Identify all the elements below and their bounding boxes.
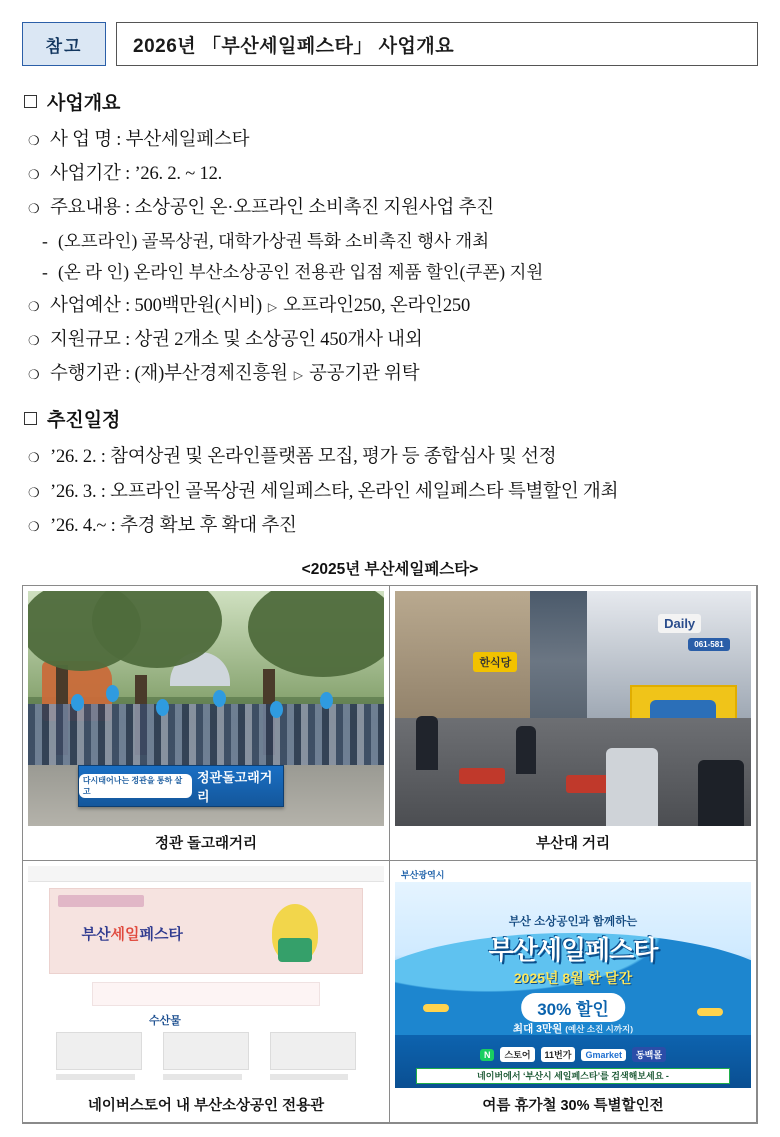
- reference-badge: 참고: [22, 22, 106, 66]
- list-item: [28, 509, 758, 543]
- market-table: [459, 768, 505, 784]
- product-thumb: [56, 1032, 141, 1070]
- section-heading-label: 추진일정: [47, 410, 121, 432]
- list-item-text: 사업예산 : 500백만원(시비): [50, 295, 262, 316]
- page-title: 2026년 「부산세일페스타」 사업개요: [116, 22, 758, 66]
- balloon: [213, 690, 226, 707]
- balloon: [106, 685, 119, 702]
- product-label: [270, 1074, 348, 1080]
- naver-logo: N: [480, 1049, 495, 1061]
- list-item: [28, 440, 758, 474]
- poster-summer-sale: [395, 866, 751, 1088]
- circle-bullet-icon: ❍: [28, 484, 40, 500]
- shop-sign: Daily: [658, 614, 701, 633]
- gallery-title: <2025년 부산세일페스타>: [301, 560, 479, 578]
- store-hero-banner: [49, 888, 362, 974]
- circle-bullet-icon: ❍: [28, 518, 40, 534]
- section-heading-schedule: [24, 405, 758, 432]
- circle-bullet-icon: ❍: [28, 367, 40, 383]
- gallery-cell: [389, 860, 757, 1123]
- photo-caption: 부산대 거리: [535, 835, 611, 852]
- balloon: [71, 694, 84, 711]
- product-thumb: [270, 1032, 355, 1070]
- list-item-text: ’26. 3. : 오프라인 골목상권 세일페스타, 온라인 세일페스타 특별할인 개최: [50, 481, 619, 502]
- list-item-text: 수행기관 : (재)부산경제진흥원: [50, 364, 288, 385]
- mascot-character: [272, 904, 318, 962]
- section-body-schedule: [28, 440, 758, 543]
- circle-bullet-icon: ❍: [28, 332, 40, 348]
- product-label: [163, 1074, 241, 1080]
- sub-list-item: [28, 226, 758, 258]
- photo-pusan-univ-street: [395, 591, 751, 826]
- list-item: [28, 357, 758, 391]
- browser-topbar: [28, 866, 384, 882]
- square-bullet-icon: [24, 95, 37, 108]
- dongbaek-mall-logo: 동백몰: [632, 1047, 666, 1062]
- person: [516, 726, 536, 774]
- poster-subtitle: 부산 소상공인과 함께하는: [508, 915, 638, 928]
- gallery-cell: [22, 860, 390, 1123]
- sub-list-item-text: (온 라 인) 온라인 부산소상공인 전용관 입점 제품 할인(쿠폰) 지원: [58, 262, 544, 283]
- surfboard: [697, 1008, 723, 1016]
- dash-bullet-icon: -: [42, 262, 48, 283]
- list-item: [28, 475, 758, 509]
- surfboard: [423, 1004, 449, 1012]
- hero-title-part2: 세일: [110, 925, 140, 943]
- list-item-text-secondary: 공공기관 위탁: [309, 364, 420, 385]
- circle-bullet-icon: ❍: [28, 201, 40, 217]
- list-item-text: 지원규모 : 상권 2개소 및 소상공인 450개사 내외: [50, 329, 423, 350]
- list-item: [28, 123, 758, 157]
- sub-list-item-text: (오프라인) 골목상권, 대학가상권 특화 소비촉진 행사 개최: [58, 230, 490, 251]
- triangle-marker-icon: ▷: [267, 299, 278, 314]
- poster-date: 2025년 8월 한 달간: [513, 970, 633, 987]
- category-label: 수산물: [149, 1014, 181, 1027]
- sub-list-item: [28, 257, 758, 289]
- list-item: [28, 289, 758, 323]
- list-item-text: ’26. 2. : 참여상권 및 온라인플랫폼 모집, 평가 등 종합심사 및 선정: [50, 447, 557, 468]
- circle-bullet-icon: ❍: [28, 133, 40, 148]
- photo-jeonggwan-dolphin-street: [28, 591, 384, 826]
- partner-logos: [409, 1046, 737, 1064]
- photo-caption: 여름 휴가철 30% 특별할인전: [482, 1097, 664, 1114]
- store-menu-bar: [92, 982, 320, 1006]
- city-logo-bar: [395, 866, 751, 882]
- product-thumb: [163, 1032, 248, 1070]
- screenshot-naver-store: [28, 866, 384, 1088]
- 11st-logo: 11번가: [541, 1047, 576, 1062]
- list-item: [28, 323, 758, 357]
- store-logo: [58, 895, 144, 907]
- photo-caption: 정관 돌고래거리: [154, 835, 258, 852]
- event-banner: [78, 765, 284, 807]
- person: [606, 748, 658, 826]
- banner-subtext: 다시태어나는 정관을 통하 살고: [79, 774, 192, 798]
- photo-caption: 네이버스토어 내 부산소상공인 전용관: [87, 1097, 325, 1114]
- document-header: [22, 22, 758, 66]
- gallery-cell: [22, 585, 390, 861]
- section-heading-overview: [24, 88, 758, 115]
- list-item-text: ’26. 4.~ : 추경 확보 후 확대 추진: [50, 515, 297, 536]
- hero-title-part1: 부산: [81, 925, 111, 943]
- hero-title-part3: 페스타: [139, 925, 183, 943]
- section-body-overview: [28, 123, 758, 391]
- smartstore-logo: 스토어: [500, 1047, 534, 1062]
- hero-title: [81, 923, 182, 944]
- square-bullet-icon: [24, 412, 37, 425]
- gallery-cell: [389, 585, 757, 861]
- list-item: [28, 191, 758, 225]
- person: [416, 716, 438, 770]
- city-logo-text: 부산광역시: [401, 869, 445, 880]
- triangle-marker-icon: ▷: [293, 368, 303, 383]
- gmarket-logo: Gmarket: [581, 1049, 626, 1061]
- circle-bullet-icon: ❍: [28, 298, 40, 314]
- poster-max-condition: (예산 소진 시까지): [565, 1024, 634, 1035]
- poster-max-note: [395, 1021, 751, 1036]
- circle-bullet-icon: ❍: [28, 450, 40, 466]
- dash-bullet-icon: -: [42, 230, 48, 251]
- shop-sign: 한식당: [473, 652, 517, 672]
- list-item-text: 주요내용 : 소상공인 온·오프라인 소비촉진 지원사업 추진: [50, 198, 494, 219]
- shop-sign: 061-581: [688, 638, 729, 651]
- person: [698, 760, 744, 826]
- product-label: [56, 1074, 134, 1080]
- list-item-text: 사업기간 : ’26. 2. ~ 12.: [50, 164, 223, 185]
- search-callout: 네이버에서 ‘부산시 세일페스타’를 검색해보세요 -: [416, 1068, 729, 1084]
- poster-discount: 30% 할인: [521, 993, 625, 1022]
- list-item-text-secondary: 오프라인250, 온라인250: [283, 295, 470, 316]
- balloon: [320, 692, 333, 709]
- list-item-text: 사 업 명 : 부산세일페스타: [50, 130, 250, 150]
- section-heading-label: 사업개요: [47, 93, 121, 114]
- circle-bullet-icon: ❍: [28, 167, 40, 183]
- list-item: [28, 157, 758, 191]
- gallery-grid: [22, 585, 758, 1124]
- banner-maintext: 정관돌고래거리: [197, 770, 273, 805]
- poster-title: 부산세일페스타: [488, 935, 658, 966]
- poster-max-amount: 최대 3만원: [512, 1023, 563, 1036]
